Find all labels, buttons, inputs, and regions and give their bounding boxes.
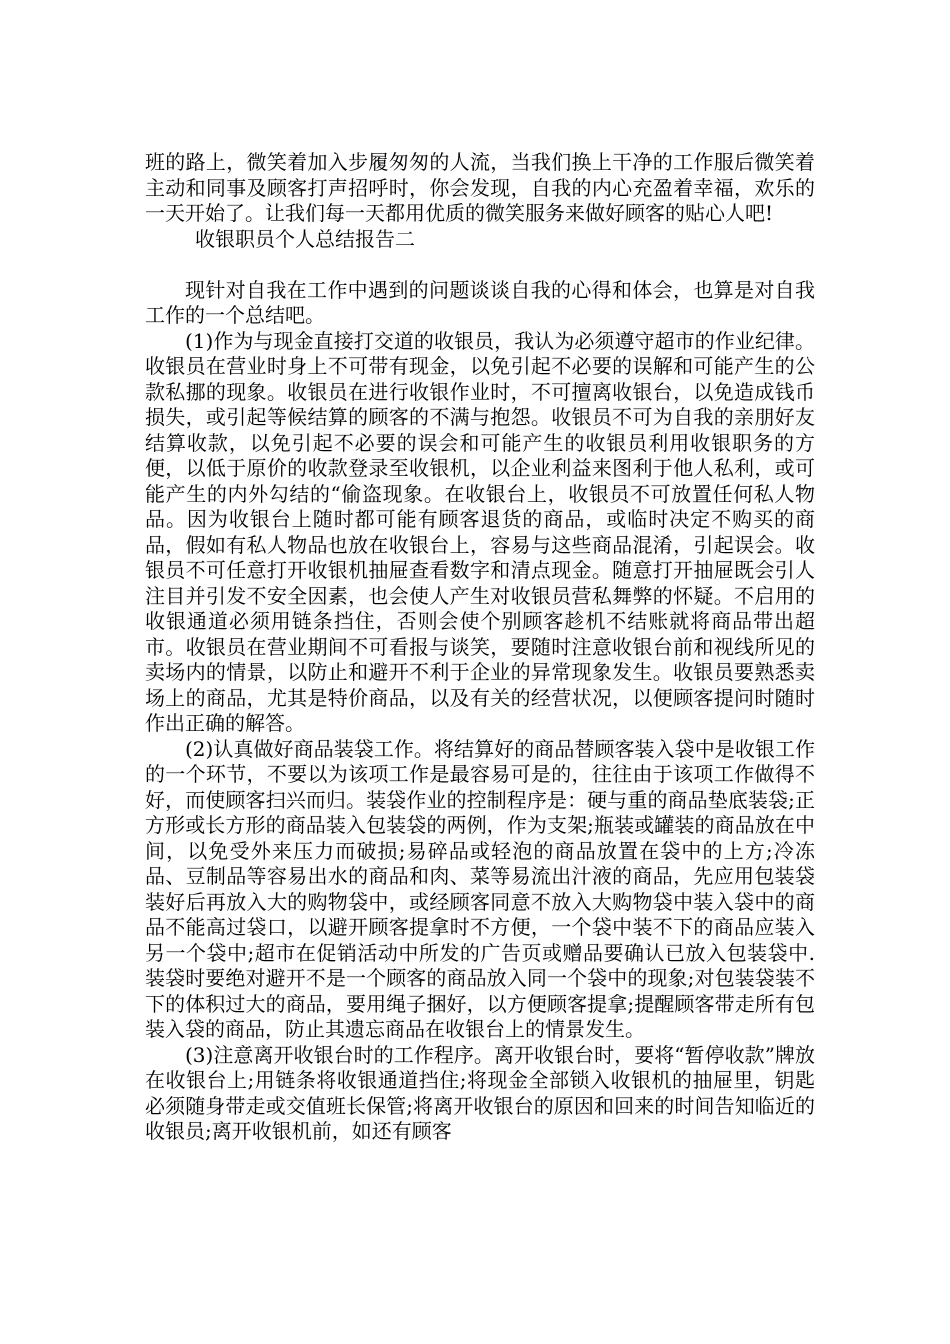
opening-paragraph: 现针对自我在工作中遇到的问题谈谈自我的心得和体会，也算是对自我工作的一个总结吧。 — [145, 277, 815, 327]
blank-line — [145, 252, 815, 278]
point-2-paragraph: (2)认真做好商品装袋工作。将结算好的商品替顾客装入袋中是收银工作的一个环节，不要以为该项工作是最容易可是的，往往由于该项工作做得不好，而使顾客扫兴而归。装袋作业的控制程序是：硬与重的商品垫底装袋;正方形或长方形的商品装入包装袋的两例，作为支架;瓶装或罐装的商品放在中间，以免受外来压力而破损;易碎品或轻泡的商品放置在袋中的上方;冷冻品、豆制品等容易出水的商品和肉、菜等易流出汁液的商品，先应用包装袋装好后再放入大的购物袋中，或经顾客同意不放入大购物袋中装入袋中的商品不能高过袋口，以避开顾客提拿时不方便，一个袋中装不下的商品应装入另一个袋中;超市在促销活动中所发的广告页或赠品要确认已放入包装袋中.装袋时要绝对避开不是一个顾客的商品放入同一个袋中的现象;对包装袋装不下的体积过大的商品，要用绳子捆好，以方便顾客提拿;提醒顾客带走所有包装入袋的商品，防止其遗忘商品在收银台上的情景发生。 — [145, 736, 815, 1041]
intro-paragraph-tail: 班的路上，微笑着加入步履匆匆的人流，当我们换上干净的工作服后微笑着主动和同事及顾客打声招呼时，你会发现，自我的内心充盈着幸福，欢乐的一天开始了。让我们每一天都用优质的微笑服务来做好顾客的贴心人吧! — [145, 150, 815, 225]
point-3-paragraph: (3)注意离开收银台时的工作程序。离开收银台时，要将“暂停收款”牌放在收银台上;用链条将收银通道挡住;将现金全部锁入收银机的抽屉里，钥匙必须随身带走或交值班长保管;将离开收银台的原因和回来的时间告知临近的收银员;离开收银机前，如还有顾客 — [145, 1042, 815, 1143]
point-1-paragraph: (1)作为与现金直接打交道的收银员，我认为必须遵守超市的作业纪律。收银员在营业时身上不可带有现金，以免引起不必要的误解和可能产生的公款私挪的现象。收银员在进行收银作业时，不可擅离收银台，以免造成钱币损失，或引起等候结算的顾客的不满与抱怨。收银员不可为自我的亲朋好友结算收款，以免引起不必要的误会和可能产生的收银员利用收银职务的方便，以低于原价的收款登录至收银机，以企业利益来图利于他人私利，或可能产生的内外勾结的“偷盗现象。在收银台上，收银员不可放置任何私人物品。因为收银台上随时都可能有顾客退货的商品，或临时决定不购买的商品，假如有私人物品也放在收银台上，容易与这些商品混淆，引起误会。收银员不可任意打开收银机抽屉查看数字和清点现金。随意打开抽屉既会引人注目并引发不安全因素，也会使人产生对收银员营私舞弊的怀疑。不启用的收银通道必须用链条挡住，否则会使个别顾客趁机不结账就将商品带出超市。收银员在营业期间不可看报与谈笑，要随时注意收银台前和视线所见的卖场内的情景，以防止和避开不利于企业的异常现象发生。收银员要熟悉卖场上的商品，尤其是特价商品，以及有关的经营状况，以便顾客提问时随时作出正确的解答。 — [145, 328, 815, 735]
section-heading: 收银职员个人总结报告二 — [195, 226, 415, 251]
document-body — [145, 150, 815, 1145]
